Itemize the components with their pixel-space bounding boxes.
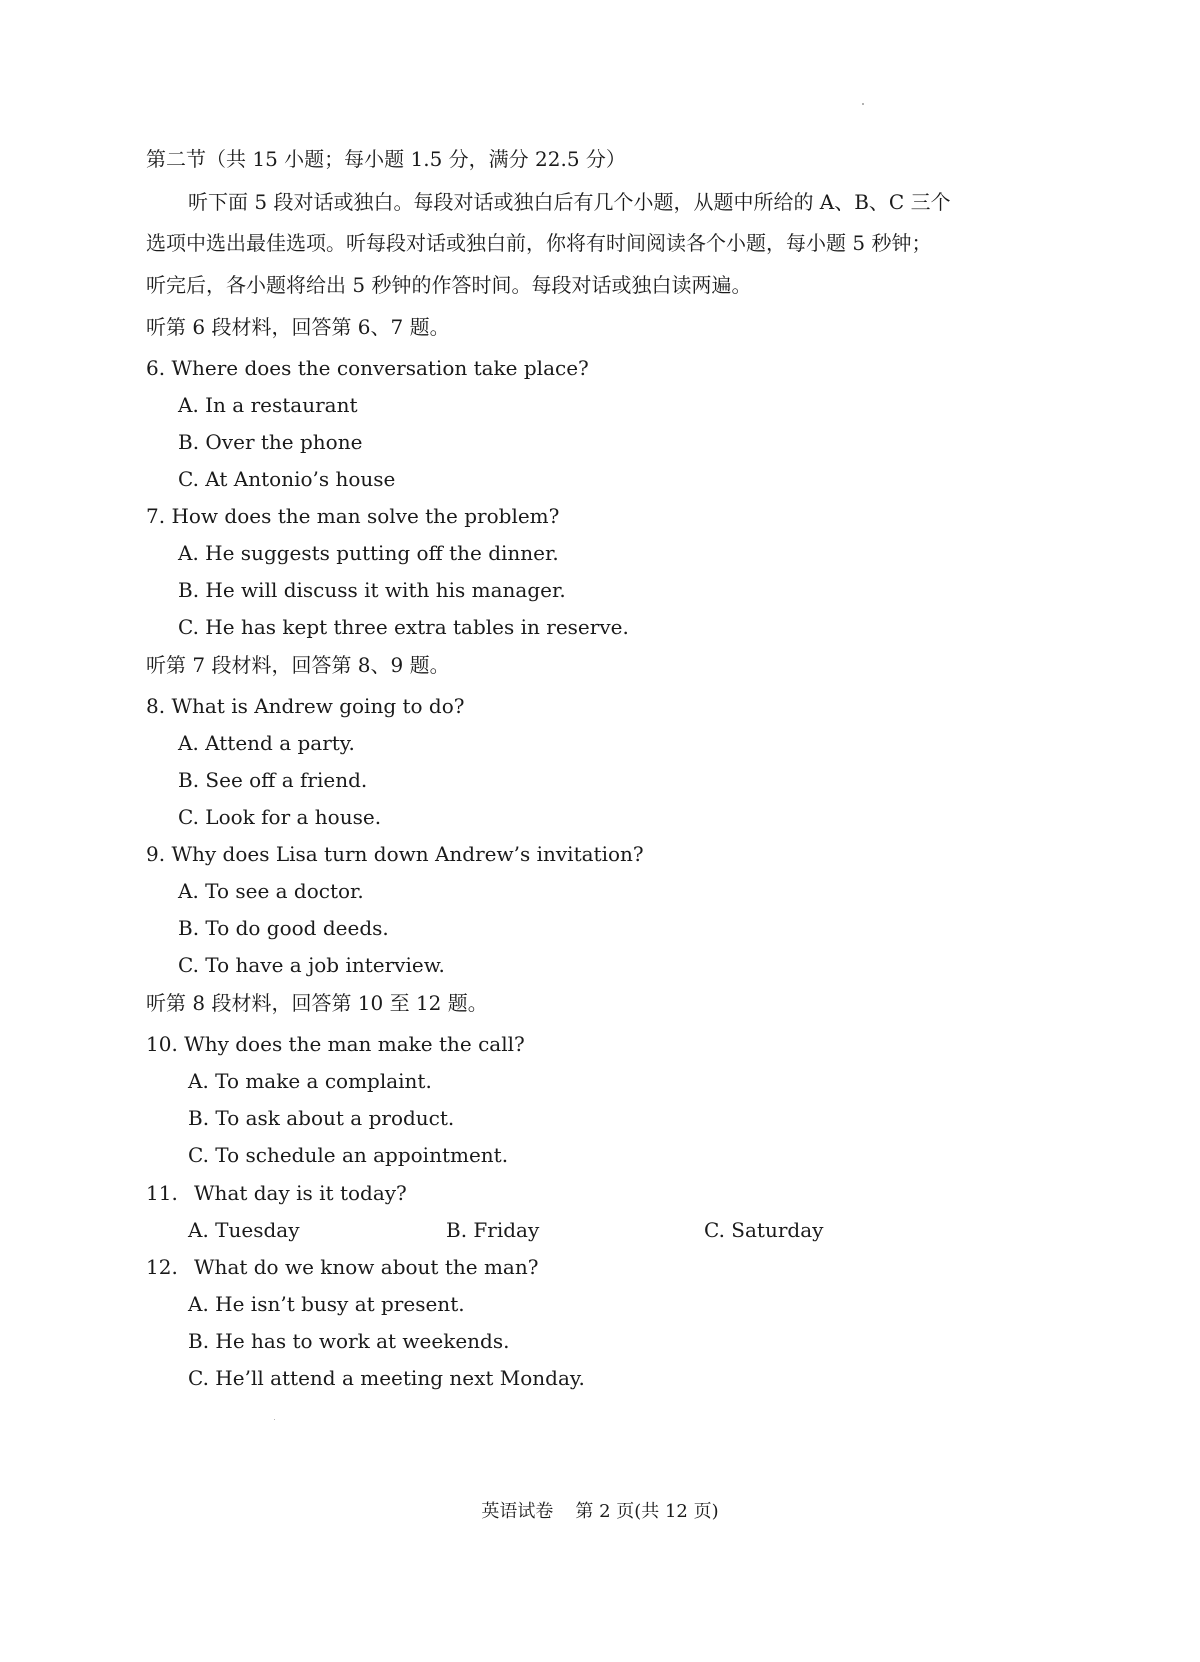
question-9: 9. Why does Lisa turn down Andrew’s invitation?: [146, 842, 644, 866]
question-12: What do we know about the man?: [194, 1255, 539, 1279]
group-intro-6-7: 听第 6 段材料，回答第 6、7 题。: [146, 315, 450, 339]
option-9c: C. To have a job interview.: [178, 953, 445, 977]
option-12a: A. He isn’t busy at present.: [188, 1292, 465, 1316]
option-8a: A. Attend a party.: [178, 731, 355, 755]
group-intro-10-12: 听第 8 段材料，回答第 10 至 12 题。: [146, 991, 488, 1015]
option-7b: B. He will discuss it with his manager.: [178, 578, 566, 602]
option-8c: C. Look for a house.: [178, 805, 382, 829]
question-10: 10. Why does the man make the call?: [146, 1032, 525, 1056]
option-9b: B. To do good deeds.: [178, 916, 389, 940]
scan-speck: [862, 103, 864, 105]
option-11a: A. Tuesday: [188, 1218, 300, 1242]
question-12-number: 12.: [146, 1255, 178, 1279]
question-7: 7. How does the man solve the problem?: [146, 504, 560, 528]
page-footer: [0, 1500, 1200, 1524]
option-6a: A. In a restaurant: [178, 393, 358, 417]
instruction-line-2: 选项中选出最佳选项。听每段对话或独白前，你将有时间阅读各个小题，每小题 5 秒钟；: [146, 231, 932, 255]
question-11: What day is it today?: [194, 1181, 407, 1205]
option-6c: C. At Antonio’s house: [178, 467, 396, 491]
option-12b: B. He has to work at weekends.: [188, 1329, 510, 1353]
option-10c: C. To schedule an appointment.: [188, 1143, 509, 1167]
instruction-line-1: 听下面 5 段对话或独白。每段对话或独白后有几个小题，从题中所给的 A、B、C 三个: [188, 190, 951, 214]
scan-speck: [274, 1419, 275, 1420]
footer-subject: 英语试卷: [481, 1501, 554, 1522]
option-11b: B. Friday: [446, 1218, 540, 1242]
option-10a: A. To make a complaint.: [188, 1069, 432, 1093]
instruction-line-3: 听完后，各小题将给出 5 秒钟的作答时间。每段对话或独白读两遍。: [146, 273, 752, 297]
option-10b: B. To ask about a product.: [188, 1106, 455, 1130]
option-6b: B. Over the phone: [178, 430, 363, 454]
option-8b: B. See off a friend.: [178, 768, 368, 792]
option-7c: C. He has kept three extra tables in reserve.: [178, 615, 629, 639]
question-8: 8. What is Andrew going to do?: [146, 694, 465, 718]
question-6: 6. Where does the conversation take place?: [146, 356, 589, 380]
option-7a: A. He suggests putting off the dinner.: [178, 541, 559, 565]
option-11c: C. Saturday: [704, 1218, 824, 1242]
option-9a: A. To see a doctor.: [178, 879, 364, 903]
option-12c: C. He’ll attend a meeting next Monday.: [188, 1366, 585, 1390]
section-header: 第二节（共 15 小题；每小题 1.5 分，满分 22.5 分）: [146, 147, 626, 171]
question-11-number: 11.: [146, 1181, 178, 1205]
group-intro-8-9: 听第 7 段材料，回答第 8、9 题。: [146, 653, 450, 677]
footer-page-number: 第 2 页(共 12 页): [575, 1501, 719, 1522]
